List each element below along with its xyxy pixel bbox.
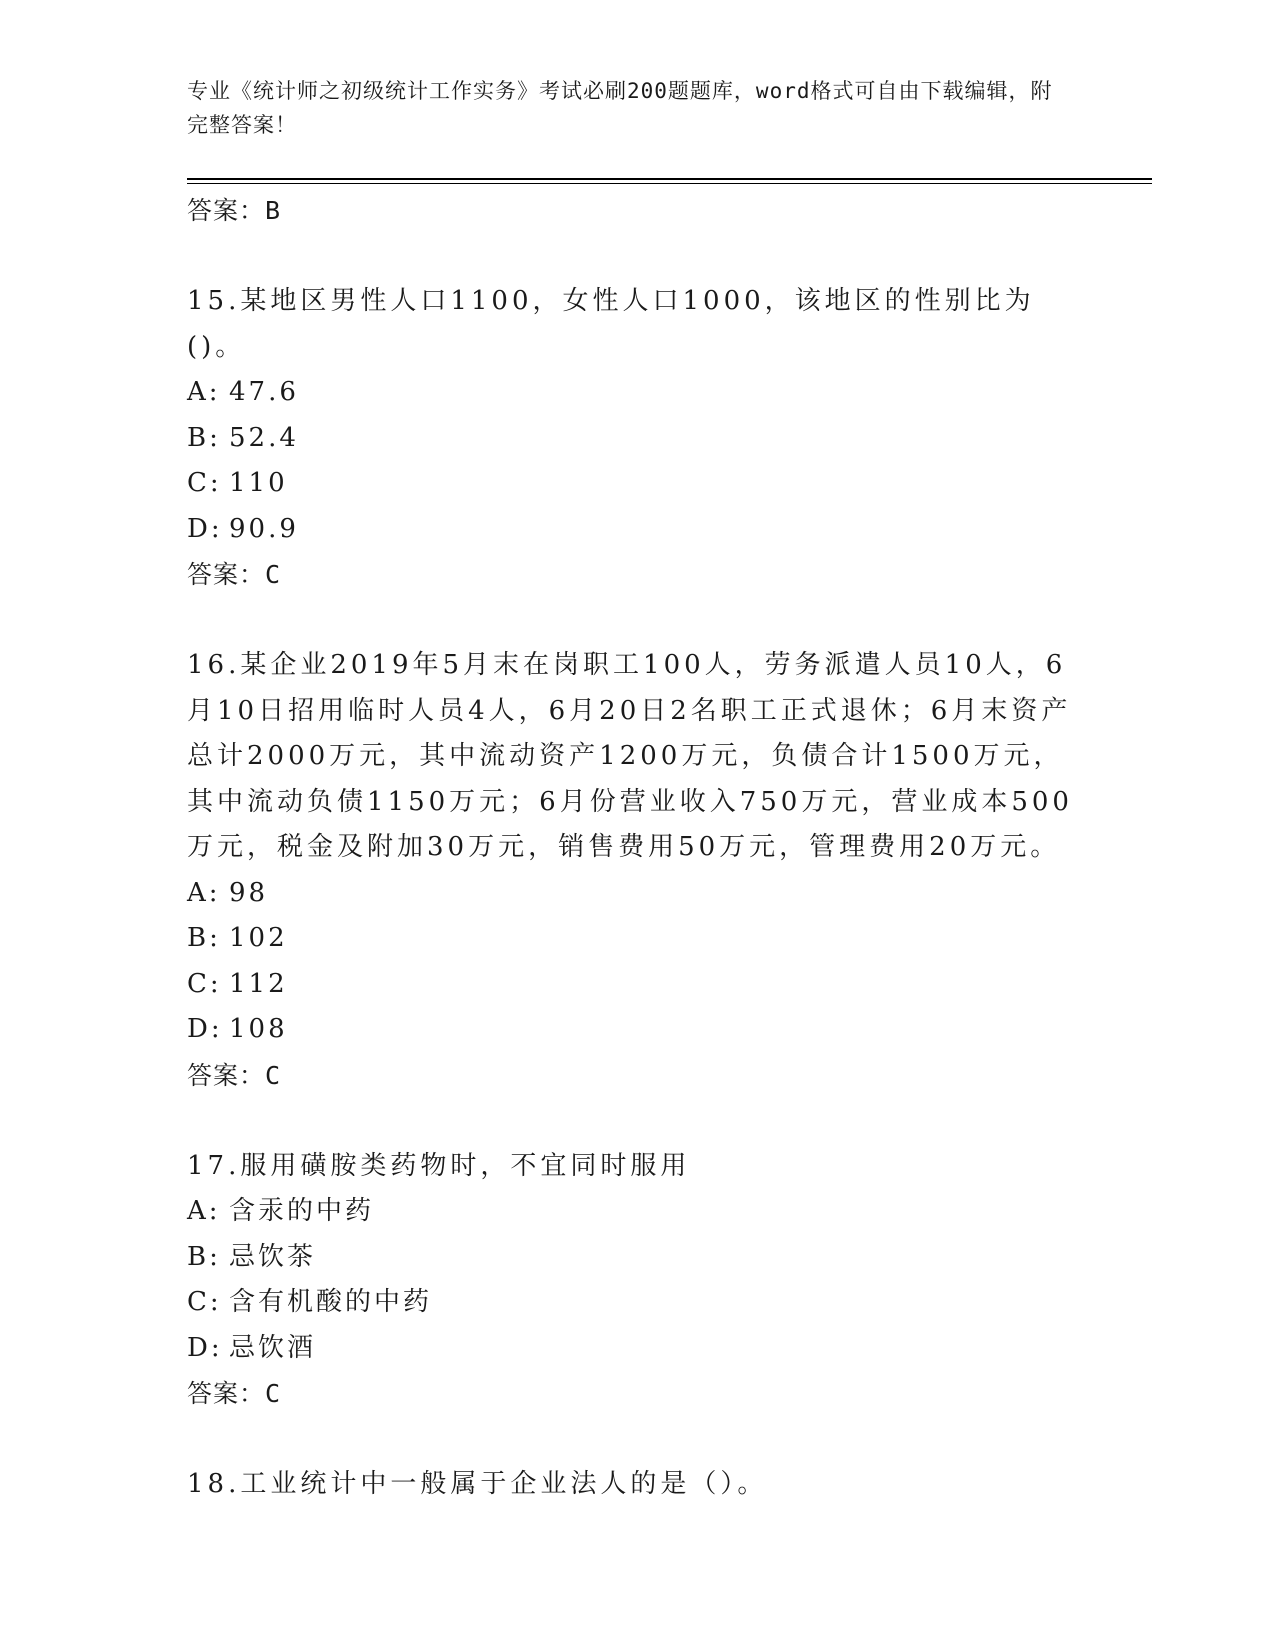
option-d: D: 忌饮酒 <box>187 1332 317 1363</box>
option-a: A: 98 <box>187 877 269 908</box>
question-stem: 16.某企业2019年5月末在岗职工100人，劳务派遣人员10人，6月10日招用临时人员4人，6月20日2名职工正式退休；6月末资产总计2000万元，其中流动资产1200万元，负债合计1500万元，其中流动负债1150万元；6月份营业收入750万元，营业成本500万元，税金及附加30万元，销售费用50万元，管理费用20万元。 <box>187 650 1073 862</box>
option-d: D: 108 <box>187 1014 288 1044</box>
question-stem: 18.工业统计中一般属于企业法人的是（）。 <box>187 1469 768 1499</box>
question-stem: 15.某地区男性人口1100，女性人口1000，该地区的性别比为()。 <box>187 286 1035 362</box>
option-c: C: 含有机酸的中药 <box>187 1287 433 1317</box>
option-a: A: 含汞的中药 <box>187 1196 375 1226</box>
question-17 <box>187 1144 1087 1417</box>
option-b: B: 52.4 <box>187 422 299 453</box>
option-b: B: 102 <box>187 923 288 953</box>
document-body <box>187 188 1087 1508</box>
question-stem: 17.服用磺胺类药物时，不宜同时服用 <box>187 1150 691 1181</box>
option-c: C: 110 <box>187 468 288 498</box>
option-b: B: 忌饮茶 <box>187 1241 317 1272</box>
answer-line: 答案：C <box>187 1379 282 1408</box>
option-d: D: 90.9 <box>187 513 299 544</box>
answer-line: 答案：B <box>187 196 282 225</box>
option-c: C: 112 <box>187 968 288 999</box>
answer-line: 答案：C <box>187 560 282 589</box>
answer-line: 答案：C <box>187 1060 282 1090</box>
question-15 <box>187 279 1087 597</box>
option-a: A: 47.6 <box>187 377 299 407</box>
header-divider-thin <box>187 183 1152 184</box>
document-header: 专业《统计师之初级统计工作实务》考试必刷200题题库，word格式可自由下载编辑，附完整答案！ <box>187 79 1053 137</box>
question-16 <box>187 643 1087 1098</box>
question-18 <box>187 1462 1087 1508</box>
header-divider <box>187 178 1152 180</box>
